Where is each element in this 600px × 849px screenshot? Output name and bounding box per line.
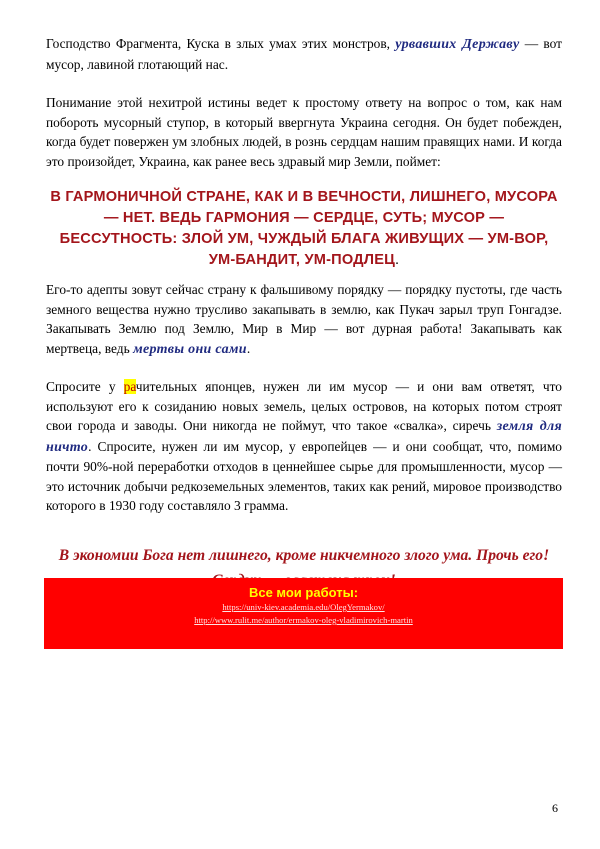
paragraph-3-text: Его-то адепты зовут сейчас страну к фальшивому порядку — порядку пустоты, где часть земного вещества нужно трусливо закапывать в землю, как Пукач зарыл труп Гонгадзе. Закапывать Землю под Землю, Мир в Мир — вот дурная работа! Закапывать как мертвеца, ведь	[46, 282, 562, 356]
paragraph-3-emphasis: мертвы они сами	[133, 341, 247, 357]
paragraph-4	[46, 377, 562, 516]
paragraph-1-tail: — вот мусор, лавиной глотающий нас.	[46, 36, 562, 72]
paragraph-3	[46, 280, 562, 359]
page-body	[46, 34, 562, 593]
paragraph-4-text-a: чительных японцев, нужен ли им мусор — и они вам ответят, что используют его к созиданию новых земель, целых островов, на которых потом строят свои города и заводы. Они никогда не поймут, что такое «свалка», сиречь	[46, 379, 562, 433]
headline-end: .	[395, 252, 400, 268]
paragraph-1-emphasis: урвавших Державу	[395, 37, 520, 52]
rulit-link[interactable]: http://www.rulit.me/author/ermakov-oleg-vladimirovich-martin	[194, 615, 413, 625]
paragraph-2: Понимание этой нехитрой истины ведет к простому ответу на вопрос о том, как нам побороть мусорный ступор, в который ввергнута Украина сегодня. Он будет побежден, когда будет повержен ум злобных людей, в рознь сердцам нашим правящих нами. И когда это произойдет, Украина, как ранее весь здравый мир Земли, поймет:	[46, 95, 562, 169]
works-banner	[44, 578, 563, 649]
paragraph-1	[46, 34, 562, 74]
headline-text: В ГАРМОНИЧНОЙ СТРАНЕ, КАК И В ВЕЧНОСТИ, ЛИШНЕГО, МУСОРА — НЕТ. ВЕДЬ ГАРМОНИЯ — СЕРДЦЕ, СУТЬ; МУСОР — БЕССУТНОСТЬ: ЗЛОЙ УМ, ЧУЖДЫЙ БЛАГА ЖИВУЩИХ — УМ-ВОР, УМ-БАНДИТ, УМ-ПОДЛЕЦ	[50, 189, 558, 268]
paragraph-4-start: Спросите у	[46, 379, 116, 394]
paragraph-3-end: .	[246, 340, 251, 356]
paragraph-4-text-b: . Спросите, нужен ли им мусор, у европейцев — и они сообщат, что, помимо почти 90%-ной переработки отходов в ценнейшее сырье для промышленности, мусор — это источник добычи редкоземельных элементов, таких как рений, мировое производство которого в 1930 году составляло 3 грамма.	[46, 438, 562, 513]
page-number: 6	[552, 801, 558, 815]
closing-line-1: В экономии Бога нет лишнего, кроме никчемного злого ума. Прочь его!	[58, 546, 550, 564]
paragraph-4-emphasis: земля для ничто	[46, 419, 562, 455]
headline-block	[46, 187, 562, 271]
paragraph-1-text: Господство Фрагмента, Куска в злых умах этих монстров,	[46, 36, 391, 51]
banner-title: Все мои работы:	[248, 585, 359, 600]
highlighted-fragment: ра	[123, 379, 136, 394]
academia-link[interactable]: https://univ-kiev.academia.edu/OlegYermakov/	[222, 602, 385, 612]
